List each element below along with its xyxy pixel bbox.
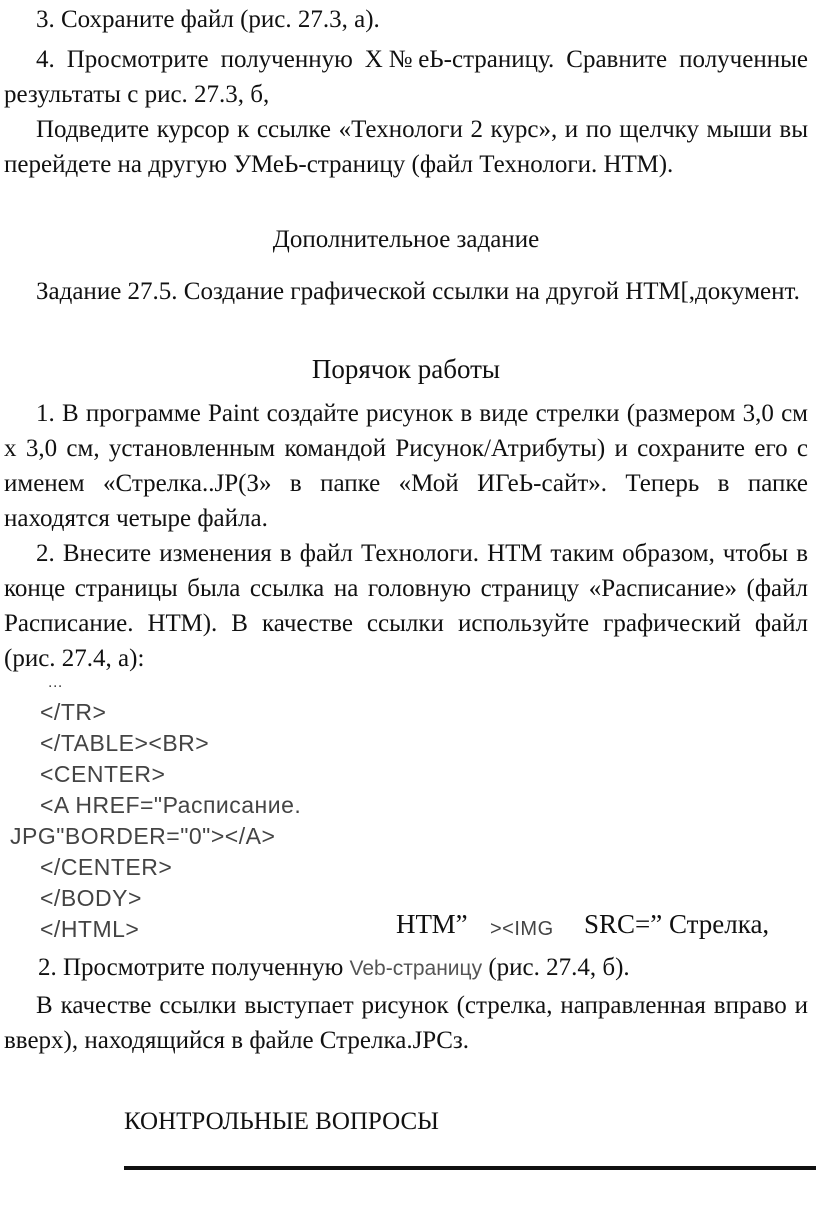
inline-src: SRC=” Стрелка, [584, 909, 770, 939]
inline-htm: НТМ” [396, 909, 468, 939]
code-line: </BODY> [40, 885, 142, 911]
para-cursor: Подведите курсор к ссылке «Технологи 2 курс», и по щелчку мыши вы перейдете на другую УМеЬ-страницу (файл Технологи. НТМ). [4, 116, 808, 178]
code-line: <A HREF="Расписание. [40, 792, 302, 818]
code-line: </TABLE><BR> [40, 730, 210, 756]
code-dots: ... [48, 674, 63, 691]
step2b-suffix: (рис. 27.4, б). [488, 954, 630, 981]
para-step3: 3. Сохраните файл (рис. 27.3, а). [36, 6, 380, 33]
code-line: </TR> [40, 699, 107, 725]
task-275: Задание 27.5. Создание графической ссылки на другой НТМ[,документ. [36, 278, 800, 305]
code-line: </HTML> [40, 916, 140, 942]
step2b-web: Veb-страницу [349, 957, 483, 980]
step1: 1. В программе Paint создайте рисунок в виде стрелки (размером 3,0 см х 3,0 см, установленным командой Рисунок/Атрибуты) и сохраните его с именем «Стрелка..JP(З» в папке «Мой ИГеЬ-сайт». Теперь в папке находятся четыре файла. [4, 400, 808, 532]
step2b-prefix: 2. Просмотрите полученную [38, 954, 344, 981]
step2: 2. Внесите изменения в файл Технологи. НТМ таким образом, чтобы в конце страницы была ссылка на головную страницу «Расписание» (файл Расписание. НТМ). В качестве ссылки используйте графический файл (рис. 27.4, а): [4, 540, 808, 672]
code-line: JPG"BORDER="0"></A> [10, 823, 276, 849]
code-line: <CENTER> [40, 761, 166, 787]
control-questions: КОНТРОЛЬНЫЕ ВОПРОСЫ [124, 1108, 439, 1135]
final-para: В качестве ссылки выступает рисунок (стрелка, направленная вправо и вверх), находящийся в файле Стрелка.JPCз. [4, 992, 808, 1054]
code-line: </CENTER> [40, 854, 173, 880]
step2b [38, 950, 630, 986]
para-step4: 4. Просмотрите полученную Х№еЬ-страницу. Сравните полученные результаты с рис. 27.3, б, [4, 46, 808, 108]
heading-extra: Дополнительное задание [272, 226, 540, 253]
heading-order: Порячок работы [311, 354, 501, 384]
inline-img-tag: ><IMG [490, 918, 554, 940]
divider-line [124, 1166, 816, 1170]
